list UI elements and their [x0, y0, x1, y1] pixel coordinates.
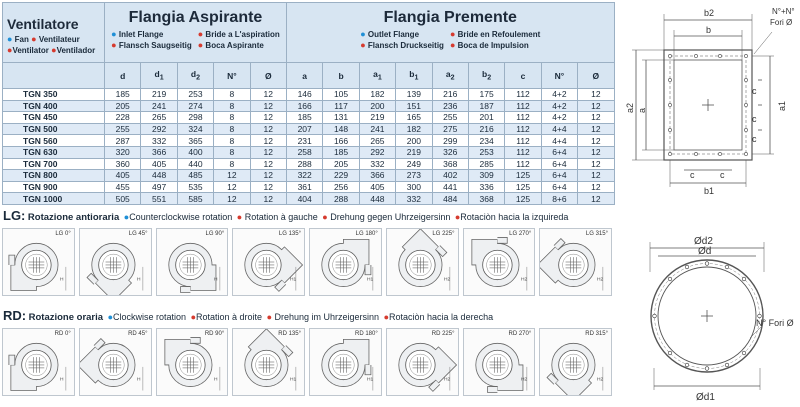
value-cell: 12: [250, 100, 286, 112]
value-cell: 258: [286, 146, 322, 158]
value-cell: 6+4: [541, 181, 577, 193]
value-cell: 105: [323, 89, 359, 101]
value-cell: 8: [214, 146, 250, 158]
value-cell: 4+2: [541, 100, 577, 112]
label-holes-count: N°+N°: [772, 7, 795, 16]
rd-lang-fr: Rotation à droite: [196, 312, 263, 322]
value-cell: 12: [214, 170, 250, 182]
value-cell: 219: [141, 89, 177, 101]
lang-de: Flansch Saugseitig: [118, 41, 192, 50]
lg-orientation-180: [309, 228, 382, 296]
value-cell: 298: [177, 112, 213, 124]
lang-fr: Bride en Refoulement: [457, 30, 541, 39]
value-cell: 505: [105, 193, 141, 205]
column-header-row: [3, 63, 615, 89]
value-cell: 4+4: [541, 135, 577, 147]
value-cell: 219: [359, 112, 395, 124]
value-cell: 12: [250, 135, 286, 147]
label-c: c: [752, 134, 757, 144]
value-cell: 285: [468, 158, 504, 170]
rd-rotation-strip: [2, 328, 612, 396]
value-cell: 125: [505, 170, 541, 182]
value-cell: 182: [396, 123, 432, 135]
aspirante-header: [105, 3, 287, 63]
svg-text:H2: H2: [520, 377, 527, 383]
svg-text:H: H: [136, 377, 141, 383]
col-header: $b_1$: [396, 63, 432, 89]
spec-table: [2, 2, 615, 205]
orientation-label: LG 0°: [55, 231, 71, 237]
value-cell: 131: [323, 112, 359, 124]
label-holes: N° Fori Ø: [756, 318, 794, 328]
lang-de: Flansch Druckseitig: [367, 41, 444, 50]
label-holes-dia: Fori Ø: [770, 18, 793, 27]
rd-lang-es: Rotaciòn hacia la derecha: [389, 312, 494, 322]
col-header: $d_1$: [141, 63, 177, 89]
table-row: [3, 181, 615, 193]
label-d: Ød: [698, 246, 712, 257]
lang-es: Boca Aspirante: [205, 41, 264, 50]
label-c: c: [720, 170, 725, 180]
value-cell: 216: [432, 89, 468, 101]
rd-orientation-270: [463, 328, 536, 396]
value-cell: 112: [505, 135, 541, 147]
value-cell: 361: [286, 181, 322, 193]
rd-orientation-135: [232, 328, 305, 396]
value-cell: 368: [468, 193, 504, 205]
lang-en: Outlet Flange: [367, 30, 420, 39]
value-cell: 229: [323, 170, 359, 182]
orientation-label: RD 180°: [355, 331, 378, 337]
col-header: Ø: [578, 63, 614, 89]
rd-orientation-90: [156, 328, 229, 396]
lang-en: Inlet Flange: [118, 30, 164, 39]
model-cell: TGN 1000: [3, 193, 105, 205]
value-cell: 448: [141, 170, 177, 182]
rd-lang-en: Clockwise rotation: [113, 312, 187, 322]
value-cell: 448: [359, 193, 395, 205]
label-d1: Ød1: [696, 392, 715, 403]
orientation-label: RD 135°: [278, 331, 301, 337]
orientation-label: LG 225°: [432, 231, 455, 237]
value-cell: 12: [250, 181, 286, 193]
value-cell: 326: [432, 146, 468, 158]
lang-es: Ventilador: [56, 46, 96, 55]
value-cell: 8+6: [541, 193, 577, 205]
col-header: $a_2$: [432, 63, 468, 89]
value-cell: 112: [505, 100, 541, 112]
value-cell: 205: [323, 158, 359, 170]
spec-table-body: [3, 89, 615, 205]
value-cell: 300: [396, 181, 432, 193]
label-c: c: [752, 114, 757, 124]
value-cell: 253: [177, 89, 213, 101]
value-cell: 273: [396, 170, 432, 182]
value-cell: 336: [468, 181, 504, 193]
value-cell: 200: [396, 135, 432, 147]
value-cell: 484: [432, 193, 468, 205]
value-cell: 12: [250, 112, 286, 124]
model-cell: TGN 500: [3, 123, 105, 135]
svg-text:H2: H2: [443, 377, 451, 383]
label-b: b: [706, 25, 712, 35]
value-cell: 535: [177, 181, 213, 193]
value-cell: 12: [578, 123, 614, 135]
lang-fr: Bride a L'aspiration: [205, 30, 280, 39]
model-cell: TGN 560: [3, 135, 105, 147]
lg-orientation-270: [463, 228, 536, 296]
value-cell: 292: [141, 123, 177, 135]
aspirante-title: Flangia Aspirante: [128, 9, 263, 26]
orientation-label: RD 0°: [54, 331, 71, 337]
value-cell: 219: [396, 146, 432, 158]
value-cell: 12: [250, 146, 286, 158]
value-cell: 255: [105, 123, 141, 135]
value-cell: 324: [177, 123, 213, 135]
value-cell: 12: [250, 170, 286, 182]
orientation-label: LG 180°: [355, 231, 378, 237]
value-cell: 175: [468, 89, 504, 101]
orientation-label: RD 45°: [128, 331, 148, 337]
svg-text:H1: H1: [290, 277, 297, 283]
value-cell: 205: [105, 100, 141, 112]
value-cell: 12: [578, 181, 614, 193]
value-cell: 6+4: [541, 146, 577, 158]
table-row: [3, 193, 615, 205]
rd-orientation-45: [79, 328, 152, 396]
value-cell: 256: [323, 181, 359, 193]
value-cell: 6+4: [541, 170, 577, 182]
value-cell: 112: [505, 158, 541, 170]
value-cell: 125: [505, 193, 541, 205]
value-cell: 146: [286, 89, 322, 101]
value-cell: 8: [214, 112, 250, 124]
value-cell: 12: [250, 193, 286, 205]
value-cell: 241: [141, 100, 177, 112]
table-row: [3, 100, 615, 112]
value-cell: 12: [578, 112, 614, 124]
orientation-label: LG 45°: [128, 231, 148, 237]
rect-flange-drawing: [622, 2, 798, 197]
value-cell: 12: [250, 123, 286, 135]
value-cell: 234: [468, 135, 504, 147]
value-cell: 231: [286, 135, 322, 147]
lg-orientation-315: [539, 228, 612, 296]
value-cell: 585: [177, 193, 213, 205]
value-cell: 288: [323, 193, 359, 205]
value-cell: 8: [214, 158, 250, 170]
table-row: [3, 146, 615, 158]
value-cell: 12: [578, 100, 614, 112]
svg-text:H: H: [59, 377, 64, 383]
ventilatore-title: Ventilatore: [7, 16, 79, 32]
label-b1: b1: [704, 186, 715, 196]
lg-lang-de: Drehung gegen Uhrzeigersinn: [330, 212, 451, 222]
value-cell: 166: [323, 135, 359, 147]
value-cell: 139: [396, 89, 432, 101]
value-cell: 125: [505, 181, 541, 193]
value-cell: 236: [432, 100, 468, 112]
label-a1: a1: [777, 100, 787, 111]
lang-en: Fan: [14, 35, 29, 44]
value-cell: 112: [505, 89, 541, 101]
value-cell: 12: [578, 135, 614, 147]
rd-lang-de: Drehung im Uhrzeigersinn: [274, 312, 380, 322]
lg-name: Rotazione antioraria: [27, 212, 120, 223]
value-cell: 485: [177, 170, 213, 182]
lg-orientation-135: [232, 228, 305, 296]
value-cell: 332: [396, 193, 432, 205]
rd-code: RD:: [3, 308, 27, 323]
value-cell: 201: [468, 112, 504, 124]
col-header: c: [505, 63, 541, 89]
col-header: Ø: [250, 63, 286, 89]
value-cell: 8: [214, 100, 250, 112]
lang-es: Boca de Impulsion: [457, 41, 529, 50]
value-cell: 12: [250, 158, 286, 170]
value-cell: 405: [359, 181, 395, 193]
lg-lang-en: Counterclockwise rotation: [129, 212, 233, 222]
lg-lang-fr: Rotation à gauche: [244, 212, 318, 222]
value-cell: 405: [141, 158, 177, 170]
value-cell: 8: [214, 89, 250, 101]
model-cell: TGN 350: [3, 89, 105, 101]
col-header: $b_2$: [468, 63, 504, 89]
rd-orientation-180: [309, 328, 382, 396]
svg-text:H: H: [213, 377, 218, 383]
orientation-label: RD 90°: [204, 331, 225, 337]
lg-heading: LG: Rotazione antioraria ●Counterclockwise rotation ● Rotation à gauche ● Drehung gegen Uhrzeigersinn ●Rotaciòn hacia la izquireda: [3, 208, 569, 223]
value-cell: 12: [578, 89, 614, 101]
value-cell: 497: [141, 181, 177, 193]
orientation-label: RD 315°: [585, 331, 608, 337]
value-cell: 249: [396, 158, 432, 170]
value-cell: 365: [177, 135, 213, 147]
lg-orientation-90: [156, 228, 229, 296]
value-cell: 405: [105, 170, 141, 182]
value-cell: 12: [578, 146, 614, 158]
orientation-label: LG 315°: [585, 231, 608, 237]
table-row: [3, 112, 615, 124]
aspirante-langs: ● Inlet Flange ● Bride a L'aspiration ● Flansch Saugseitig ● Boca Aspirante: [111, 29, 280, 50]
value-cell: 207: [286, 123, 322, 135]
premente-langs: ● Outlet Flange ● Bride en Refoulement ● Flansch Druckseitig ● Boca de Impulsion: [360, 29, 541, 50]
col-header: $d_2$: [177, 63, 213, 89]
model-cell: TGN 630: [3, 146, 105, 158]
value-cell: 440: [177, 158, 213, 170]
table-row: [3, 158, 615, 170]
value-cell: 441: [432, 181, 468, 193]
value-cell: 148: [323, 123, 359, 135]
value-cell: 200: [359, 100, 395, 112]
model-cell: TGN 700: [3, 158, 105, 170]
value-cell: 275: [432, 123, 468, 135]
value-cell: 112: [505, 146, 541, 158]
table-row: [3, 123, 615, 135]
value-cell: 400: [177, 146, 213, 158]
svg-text:H2: H2: [443, 277, 451, 283]
value-cell: 6+4: [541, 158, 577, 170]
value-cell: 166: [286, 100, 322, 112]
rd-orientation-0: [2, 328, 75, 396]
value-cell: 287: [105, 135, 141, 147]
table-row: [3, 170, 615, 182]
label-c: c: [752, 86, 757, 96]
value-cell: 117: [323, 100, 359, 112]
col-header: N°: [541, 63, 577, 89]
label-a2: a2: [625, 102, 635, 113]
premente-title: Flangia Premente: [383, 9, 517, 26]
lg-orientation-225: [386, 228, 459, 296]
orientation-label: RD 225°: [431, 331, 455, 337]
value-cell: 402: [432, 170, 468, 182]
value-cell: 265: [359, 135, 395, 147]
value-cell: 332: [359, 158, 395, 170]
col-header: d: [105, 63, 141, 89]
orientation-label: LG 270°: [509, 231, 532, 237]
orientation-label: LG 90°: [205, 231, 225, 237]
label-d2: Ød2: [694, 236, 713, 247]
round-flange-drawing: [632, 228, 798, 406]
rd-name: Rotazione oraria: [28, 312, 104, 323]
rd-heading: RD: Rotazione oraria ●Clockwise rotation ●Rotation à droite ● Drehung im Uhrzeigersinn ●Rotaciòn hacia la derecha: [3, 308, 494, 323]
value-cell: 288: [286, 158, 322, 170]
lang-fr: Ventilateur: [38, 35, 80, 44]
value-cell: 185: [105, 89, 141, 101]
svg-text:H2: H2: [597, 277, 604, 283]
value-cell: 12: [578, 170, 614, 182]
value-cell: 274: [177, 100, 213, 112]
svg-text:H: H: [59, 277, 64, 283]
model-cell: TGN 800: [3, 170, 105, 182]
col-header: a: [286, 63, 322, 89]
value-cell: 12: [578, 193, 614, 205]
value-cell: 185: [286, 112, 322, 124]
value-cell: 165: [396, 112, 432, 124]
lg-lang-es: Rotaciòn hacia la izquireda: [460, 212, 569, 222]
svg-text:H1: H1: [366, 277, 374, 283]
value-cell: 309: [468, 170, 504, 182]
lg-code: LG:: [3, 208, 26, 223]
value-cell: 253: [468, 146, 504, 158]
svg-text:H2: H2: [520, 277, 527, 283]
svg-text:H: H: [136, 277, 141, 283]
svg-text:H2: H2: [597, 377, 604, 383]
model-cell: TGN 400: [3, 100, 105, 112]
label-a: a: [637, 107, 647, 113]
value-cell: 185: [323, 146, 359, 158]
value-cell: 8: [214, 135, 250, 147]
value-cell: 8: [214, 123, 250, 135]
value-cell: 265: [141, 112, 177, 124]
orientation-label: LG 135°: [278, 231, 301, 237]
rd-orientation-225: [386, 328, 459, 396]
rd-orientation-315: [539, 328, 612, 396]
value-cell: 366: [359, 170, 395, 182]
model-cell: TGN 900: [3, 181, 105, 193]
model-col-header: [3, 63, 105, 89]
svg-text:H1: H1: [290, 377, 297, 383]
value-cell: 241: [359, 123, 395, 135]
value-cell: 322: [286, 170, 322, 182]
value-cell: 112: [505, 112, 541, 124]
value-cell: 368: [432, 158, 468, 170]
value-cell: 4+2: [541, 89, 577, 101]
value-cell: 292: [359, 146, 395, 158]
value-cell: 12: [578, 158, 614, 170]
value-cell: 4+2: [541, 112, 577, 124]
value-cell: 332: [141, 135, 177, 147]
value-cell: 455: [105, 181, 141, 193]
value-cell: 12: [250, 89, 286, 101]
table-row: [3, 89, 615, 101]
col-header: b: [323, 63, 359, 89]
value-cell: 404: [286, 193, 322, 205]
ventilatore-langs: ● Fan ● Ventilateur ●Ventilator ●Ventilador: [7, 34, 96, 55]
lg-orientation-0: [2, 228, 75, 296]
value-cell: 320: [105, 146, 141, 158]
value-cell: 151: [396, 100, 432, 112]
value-cell: 12: [214, 181, 250, 193]
value-cell: 216: [468, 123, 504, 135]
table-row: [3, 135, 615, 147]
value-cell: 366: [141, 146, 177, 158]
value-cell: 187: [468, 100, 504, 112]
premente-header: [286, 3, 614, 63]
svg-text:H1: H1: [366, 377, 374, 383]
label-b2: b2: [704, 8, 715, 18]
ventilatore-header: [3, 3, 105, 63]
value-cell: 299: [432, 135, 468, 147]
orientation-label: RD 270°: [508, 331, 532, 337]
value-cell: 112: [505, 123, 541, 135]
value-cell: 360: [105, 158, 141, 170]
col-header: N°: [214, 63, 250, 89]
value-cell: 12: [214, 193, 250, 205]
svg-text:H: H: [213, 277, 218, 283]
value-cell: 255: [432, 112, 468, 124]
value-cell: 228: [105, 112, 141, 124]
value-cell: 551: [141, 193, 177, 205]
label-c: c: [690, 170, 695, 180]
lg-orientation-45: [79, 228, 152, 296]
col-header: $a_1$: [359, 63, 395, 89]
lang-de: Ventilator: [12, 46, 49, 55]
lg-rotation-strip: [2, 228, 612, 296]
value-cell: 182: [359, 89, 395, 101]
model-cell: TGN 450: [3, 112, 105, 124]
value-cell: 4+4: [541, 123, 577, 135]
